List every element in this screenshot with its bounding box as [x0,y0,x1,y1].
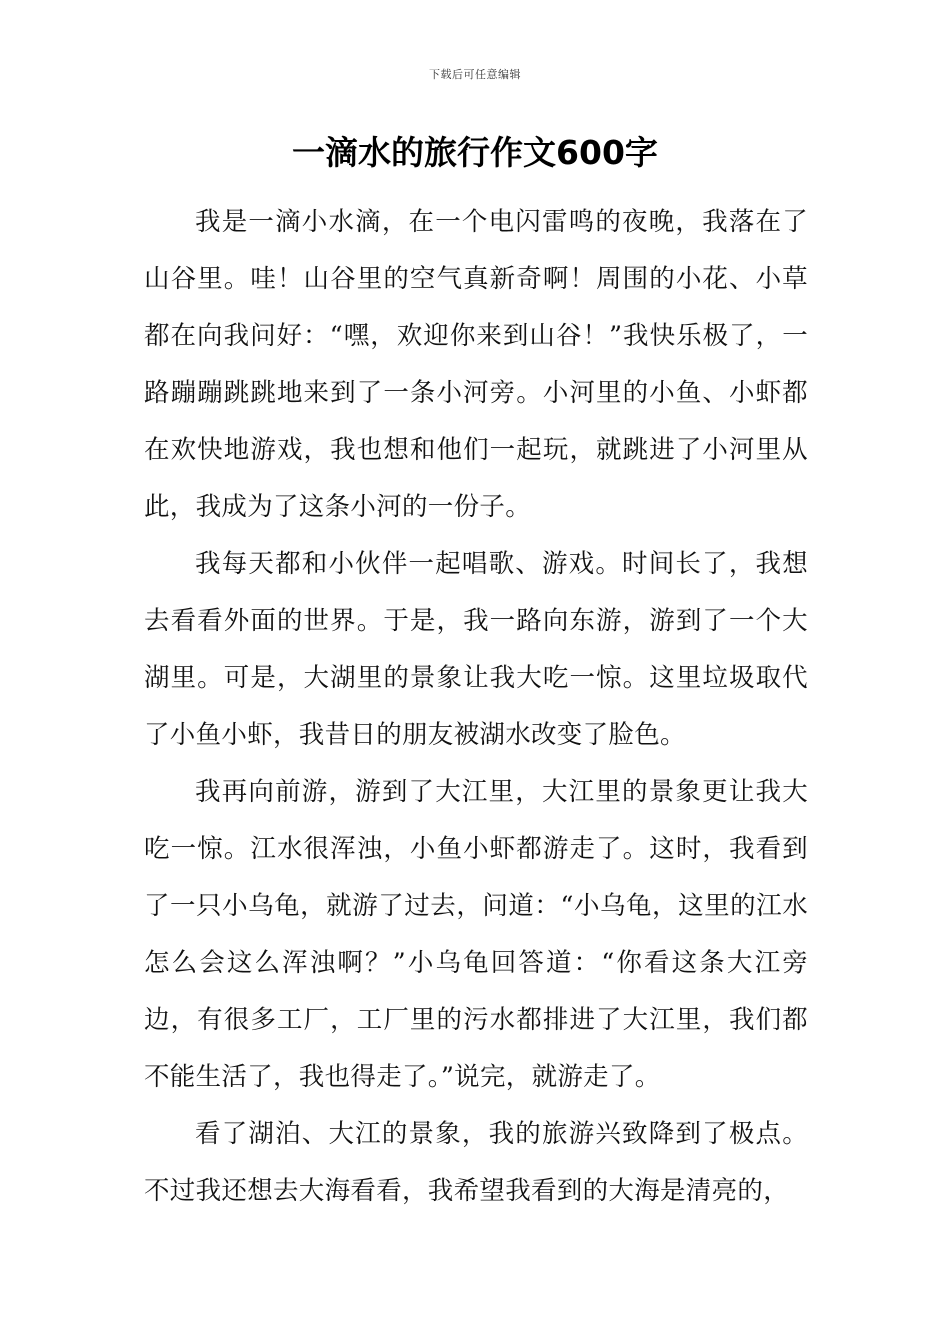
document-title: 一滴水的旅行作文600字 [292,133,658,172]
paragraph-1: 我是一滴小水滴，在一个电闪雷鸣的夜晚，我落在了山谷里。哇！山谷里的空气真新奇啊！周围的小花、小草都在向我问好：“嘿，欢迎你来到山谷！”我快乐极了，一路蹦蹦跳跳地来到了一条小河旁。小河里的小鱼、小虾都在欢快地游戏，我也想和他们一起玩，就跳进了小河里从此，我成为了这条小河的一份子。 [144,207,808,522]
paragraph-3: 我再向前游，游到了大江里，大江里的景象更让我大吃一惊。江水很浑浊，小鱼小虾都游走了。这时，我看到了一只小乌龟，就游了过去，问道：“小乌龟，这里的江水怎么会这么浑浊啊？”小乌龟回答道：“你看这条大江旁边，有很多工厂，工厂里的污水都排进了大江里，我们都不能生活了，我也得走了。”说完，就游走了。 [144,777,808,1092]
essay-body [144,194,808,1220]
paragraph-4: 看了湖泊、大江的景象，我的旅游兴致降到了极点。不过我还想去大海看看，我希望我看到的大海是清亮的， [144,1119,808,1206]
paragraph-2: 我每天都和小伙伴一起唱歌、游戏。时间长了，我想去看看外面的世界。于是，我一路向东游，游到了一个大湖里。可是，大湖里的景象让我大吃一惊。这里垃圾取代了小鱼小虾，我昔日的朋友被湖水改变了脸色。 [144,549,808,750]
header-note: 下载后可任意编辑 [429,68,521,81]
